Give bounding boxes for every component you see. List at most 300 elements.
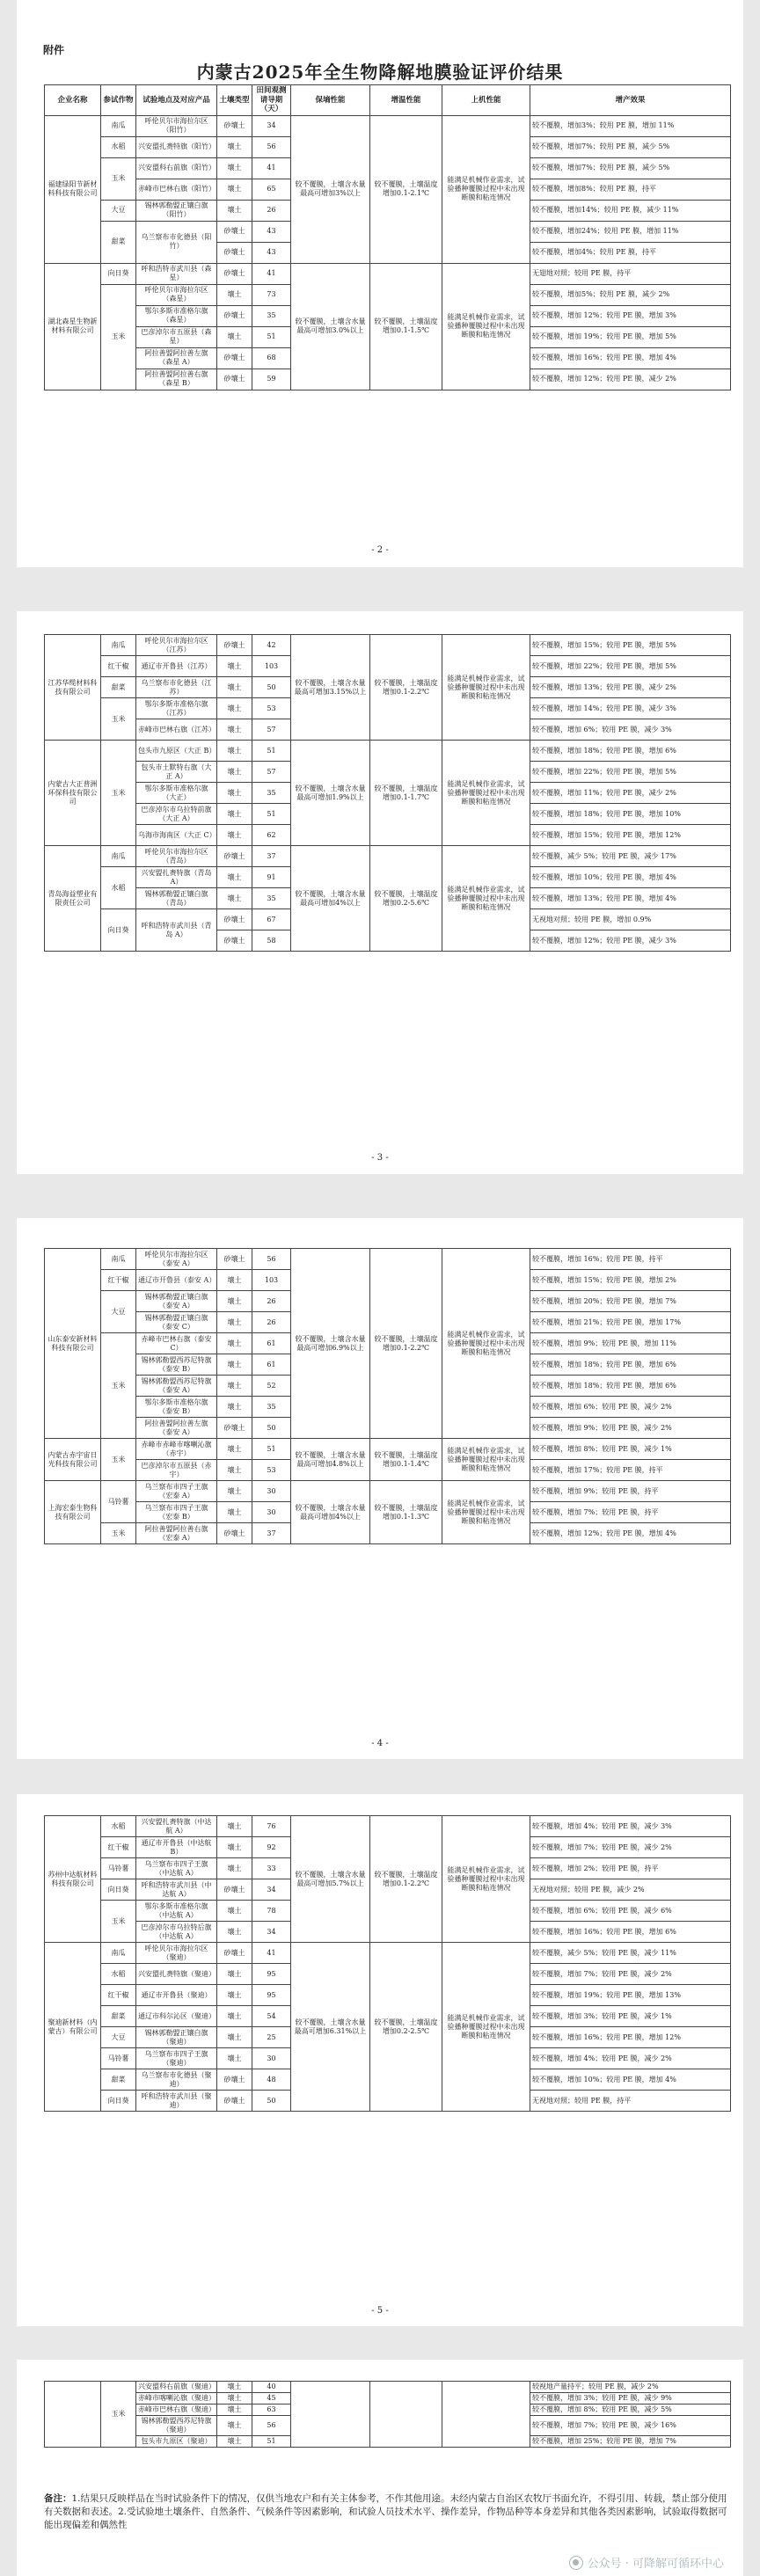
days-cell: 54 <box>252 2006 291 2027</box>
page-number: - 2 - <box>371 545 389 555</box>
site-cell: 锡林郭勒盟正镶白旗（泰安 A） <box>136 1291 217 1312</box>
site-cell: 包头市九原区（大正 B） <box>136 741 217 762</box>
site-cell: 兴安盟科右前旗（阳竹） <box>136 157 217 179</box>
site-cell: 呼伦贝尔市海拉尔区（阳竹） <box>136 115 217 136</box>
site-cell: 锡林郭勒盟正镶白旗（阳竹） <box>136 200 217 221</box>
yield-cell: 较不覆膜，增加 9%；较用 PE 膜，增加 11% <box>530 1333 731 1354</box>
soil-cell: 壤土 <box>217 698 252 719</box>
soil-cell: 砂壤土 <box>217 369 252 390</box>
col-soil: 土壤类型 <box>217 85 252 116</box>
site-cell: 呼伦贝尔市海拉尔区（青岛） <box>136 846 217 867</box>
crop-cell: 甜菜 <box>101 221 136 263</box>
soil-cell: 壤土 <box>217 1964 252 1985</box>
yield-cell: 较不覆膜，增加 25%；较用 PE 膜，增加 7% <box>530 2436 731 2448</box>
site-cell: 乌兰察布市化德县（阳竹） <box>136 221 217 263</box>
soil-cell: 壤土 <box>217 157 252 179</box>
yield-cell: 较不覆膜，增加4%；较用 PE 膜，持平 <box>530 242 731 263</box>
soil-cell: 壤土 <box>217 1376 252 1397</box>
warming-cell: 较不覆膜，土壤温度增加0.1-1.3℃ <box>370 1481 442 1544</box>
soil-cell: 砂壤土 <box>217 221 252 242</box>
moisture-cell: 较不覆膜，土壤含水量最高可增加4%以上 <box>291 1481 370 1544</box>
days-cell: 50 <box>252 1418 291 1439</box>
moisture-cell: 较不覆膜，土壤含水量最高可增加3.0%以上 <box>291 263 370 390</box>
crop-cell: 玉米 <box>101 741 136 846</box>
days-cell: 35 <box>252 1397 291 1418</box>
soil-cell: 砂壤土 <box>217 242 252 263</box>
days-cell: 53 <box>252 698 291 719</box>
days-cell: 56 <box>252 136 291 157</box>
yield-cell: 较不覆膜，增加7%；较用 PE 膜，减少 5% <box>530 136 731 157</box>
yield-cell: 较不覆膜，增加 12%；较用 PE 膜，减少 3% <box>530 930 731 952</box>
site-cell: 阿拉善盟阿拉善右旗（森星 B） <box>136 369 217 390</box>
soil-cell: 砂壤土 <box>217 1418 252 1439</box>
soil-cell: 壤土 <box>217 2405 252 2416</box>
soil-cell: 砂壤土 <box>217 1879 252 1901</box>
site-cell: 乌兰察布市四子王旗（中达航 A） <box>136 1858 217 1879</box>
soil-cell: 壤土 <box>217 677 252 698</box>
crop-cell: 水稻 <box>101 867 136 909</box>
days-cell: 95 <box>252 1985 291 2006</box>
site-cell: 鄂尔多斯市准格尔旗（泰安 B） <box>136 1397 217 1418</box>
site-cell: 锡林郭勒盟正镶白旗（泰安 C） <box>136 1312 217 1333</box>
crop-cell: 南瓜 <box>101 115 136 136</box>
days-cell: 26 <box>252 1291 291 1312</box>
attachment-label: 附件 <box>43 44 65 56</box>
days-cell: 57 <box>252 719 291 741</box>
soil-cell: 壤土 <box>217 2006 252 2027</box>
days-cell: 65 <box>252 179 291 200</box>
yield-cell: 无视地对照；较用 PE 膜，减少 2% <box>530 1879 731 1901</box>
yield-cell: 无翅地对照；较用 PE 膜，持平 <box>530 263 731 284</box>
machine-cell: 能满足机械作业需求，试验播种覆膜过程中未出现断膜和粘连情况 <box>442 1481 530 1544</box>
moisture-cell: 较不覆膜，土壤含水量最高可增加5.7%以上 <box>291 1816 370 1943</box>
warming-cell: 较不覆膜，土壤温度增加0.2-5.6℃ <box>370 846 442 952</box>
yield-cell: 较不覆膜，增加 8%；较用 PE 膜，减少 1% <box>530 1439 731 1460</box>
soil-cell: 砂壤土 <box>217 930 252 952</box>
site-cell: 锡林郭勒盟正镶白旗（青岛） <box>136 888 217 909</box>
yield-cell: 较不覆膜，增加 21%；较用 PE 膜，增加 17% <box>530 1312 731 1333</box>
days-cell: 56 <box>252 2416 291 2436</box>
yield-cell: 较不覆膜，增加 4%；较用 PE 膜，减少 3% <box>530 1816 731 1837</box>
results-table-2 <box>44 634 731 952</box>
site-cell: 通辽市开鲁县（聚迪） <box>136 1985 217 2006</box>
crop-cell: 甜菜 <box>101 677 136 698</box>
site-cell: 赤峰市巴林右旗（泰安 C） <box>136 1333 217 1354</box>
soil-cell: 壤土 <box>217 2027 252 2048</box>
yield-cell: 较不覆膜，增加 18%；较用 PE 膜，增加 10% <box>530 804 731 825</box>
table-row <box>45 1439 731 1460</box>
company-cell: 江苏华缆材料科技有限公司 <box>45 635 101 741</box>
days-cell: 34 <box>252 1879 291 1901</box>
site-cell: 巴彦淖尔市五原县（赤宇） <box>136 1460 217 1481</box>
site-cell: 呼伦贝尔市海拉尔区（泰安 A） <box>136 1249 217 1270</box>
yield-cell: 较不覆膜，增加 9%；较用 PE 膜，持平 <box>530 1481 731 1502</box>
site-cell: 乌兰察布市四子王旗（宏泰 B） <box>136 1502 217 1523</box>
moisture-cell: 较不覆膜，土壤含水量最高可增加4%以上 <box>291 846 370 952</box>
results-table-3 <box>44 1248 731 1544</box>
site-cell: 鄂尔多斯市准格尔旗（森星） <box>136 305 217 326</box>
site-cell: 阿拉善盟阿拉善左旗（泰安 A） <box>136 1418 217 1439</box>
col-site: 试验地点及对应产品 <box>136 85 217 116</box>
soil-cell: 壤土 <box>217 1312 252 1333</box>
yield-cell: 较不覆膜，增加 20%；较用 PE 膜，增加 7% <box>530 1291 731 1312</box>
site-cell: 乌兰察布市化德县（江苏） <box>136 677 217 698</box>
crop-cell: 大豆 <box>101 200 136 221</box>
soil-cell: 壤土 <box>217 1397 252 1418</box>
crop-cell: 红干椒 <box>101 1985 136 2006</box>
yield-cell: 较不覆膜，增加 2%；较用 PE 膜，持平 <box>530 1858 731 1879</box>
days-cell: 41 <box>252 263 291 284</box>
days-cell: 30 <box>252 2048 291 2069</box>
document-page-3 <box>17 1218 743 1759</box>
warming-cell: 较不覆膜，土壤温度增加0.1-1.4℃ <box>370 1439 442 1481</box>
company-cell <box>45 2382 101 2448</box>
site-cell: 包头市九原区（聚迪） <box>136 2436 217 2448</box>
yield-cell: 较不覆膜，增加7%；较用 PE 膜，减少 5% <box>530 157 731 179</box>
soil-cell: 壤土 <box>217 741 252 762</box>
site-cell: 包头市土默特右旗（大正 A） <box>136 762 217 783</box>
site-cell: 锡林郭勒盟西苏尼特旗（泰安 B） <box>136 1354 217 1376</box>
soil-cell: 壤土 <box>217 2436 252 2448</box>
soil-cell: 壤土 <box>217 1460 252 1481</box>
soil-cell: 壤土 <box>217 284 252 305</box>
soil-cell: 壤土 <box>217 867 252 888</box>
crop-cell: 玉米 <box>101 1333 136 1439</box>
days-cell: 48 <box>252 2069 291 2091</box>
yield-cell: 较不覆膜，增加 22%；较用 PE 膜，增加 5% <box>530 762 731 783</box>
days-cell: 26 <box>252 1312 291 1333</box>
site-cell: 呼和浩特市武川县（中达航 A） <box>136 1879 217 1901</box>
yield-cell: 较不覆膜，增加 18%；较用 PE 膜，增加 6% <box>530 741 731 762</box>
site-cell: 通辽市开鲁县（中达航 B） <box>136 1837 217 1858</box>
machine-cell: 能满足机械作业需求，试验播种覆膜过程中未出现断膜和粘连情况 <box>442 1816 530 1943</box>
footnote-text: 1.结果只反映样品在当时试验条件下的情况，仅供当地农户和有关主体参考，不作其他用途。未经内蒙古自治区农牧厅书面允许，不得引用、转载，禁止部分使用有关数据和表述。2.受试验地土壤条件、自然条件、气候条件等因素影响，和试验人员技术水平、操作差异，作物品种等本身差异和其他各类因素影响，试验取得数据可能出现偏差和偶然性 <box>44 2493 727 2531</box>
table-row <box>45 115 731 136</box>
soil-cell: 壤土 <box>217 179 252 200</box>
col-yield: 增产效果 <box>530 85 731 116</box>
yield-cell: 较不覆膜，增加 7%；较用 PE 膜，减少 2% <box>530 1964 731 1985</box>
col-company: 企业名称 <box>45 85 101 116</box>
yield-cell: 较不覆膜，增加 10%；较用 PE 膜，增加 4% <box>530 867 731 888</box>
days-cell: 52 <box>252 1376 291 1397</box>
site-cell: 呼和浩特市武川县（聚迪） <box>136 2091 217 2112</box>
days-cell: 59 <box>252 369 291 390</box>
days-cell: 92 <box>252 1837 291 1858</box>
yield-cell: 较不覆膜，增加 12%；较用 PE 膜，减少 2% <box>530 369 731 390</box>
site-cell: 呼和浩特市武川县（森星） <box>136 263 217 284</box>
yield-cell: 较不覆膜，减少 5%；较用 PE 膜，减少 17% <box>530 846 731 867</box>
crop-cell: 玉米 <box>101 1439 136 1481</box>
machine-cell: 能满足机械作业需求，试验播种覆膜过程中未出现断膜和粘连情况 <box>442 741 530 846</box>
days-cell: 51 <box>252 741 291 762</box>
watermark-text: 公众号 · 可降解可循环中心 <box>587 2558 724 2571</box>
yield-cell: 较不覆膜，增加3%；较用 PE 膜，增加 11% <box>530 115 731 136</box>
yield-cell: 较不覆膜，增加 7%；较用 PE 膜，减少 2% <box>530 1837 731 1858</box>
soil-cell: 壤土 <box>217 762 252 783</box>
days-cell: 30 <box>252 1502 291 1523</box>
yield-cell: 较不覆膜，增加 10%；较用 PE 膜，增加 4% <box>530 2069 731 2091</box>
site-cell: 巴彦淖尔市五原县（森星） <box>136 326 217 347</box>
machine-cell: 能满足机械作业需求，试验播种覆膜过程中未出现断膜和粘连情况 <box>442 263 530 390</box>
yield-cell: 较不覆膜，增加8%；较用 PE 膜，持平 <box>530 179 731 200</box>
days-cell: 78 <box>252 1901 291 1922</box>
table-row <box>45 635 731 656</box>
crop-cell: 甜菜 <box>101 2069 136 2091</box>
col-moisture: 保墒性能 <box>291 85 370 116</box>
days-cell: 50 <box>252 677 291 698</box>
document-page-5 <box>17 2360 743 2576</box>
crop-cell: 玉米 <box>101 2382 136 2448</box>
crop-cell: 红干椒 <box>101 656 136 677</box>
soil-cell: 壤土 <box>217 719 252 741</box>
site-cell: 赤峰市赤峰市喀喇沁旗（赤宇） <box>136 1439 217 1460</box>
soil-cell: 壤土 <box>217 2416 252 2436</box>
machine-cell <box>442 2382 530 2448</box>
site-cell: 赤峰市巴林右旗（阳竹） <box>136 179 217 200</box>
site-cell: 赤峰市喀喇沁旗（聚迪） <box>136 2393 217 2405</box>
moisture-cell <box>291 2382 370 2448</box>
machine-cell: 能满足机械作业需求，试验播种覆膜过程中未出现断膜和粘连情况 <box>442 1943 530 2112</box>
days-cell: 57 <box>252 762 291 783</box>
yield-cell: 较不覆膜，增加 15%；较用 PE 膜，增加 2% <box>530 1270 731 1291</box>
days-cell: 41 <box>252 1943 291 1964</box>
days-cell: 50 <box>252 2091 291 2112</box>
soil-cell: 壤土 <box>217 1439 252 1460</box>
days-cell: 68 <box>252 347 291 369</box>
company-cell: 湖北森星生物新材料有限公司 <box>45 263 101 390</box>
table-row <box>45 1249 731 1270</box>
crop-cell: 水稻 <box>101 1964 136 1985</box>
soil-cell: 壤土 <box>217 1922 252 1943</box>
yield-cell: 较不覆膜，增加 6%；较用 PE 膜，减少 3% <box>530 719 731 741</box>
soil-cell: 壤土 <box>217 1354 252 1376</box>
days-cell: 51 <box>252 1439 291 1460</box>
crop-cell: 玉米 <box>101 1523 136 1544</box>
days-cell: 63 <box>252 2405 291 2416</box>
wechat-account-icon <box>569 2556 583 2570</box>
days-cell: 43 <box>252 221 291 242</box>
site-cell: 兴安盟科右前旗（聚迪） <box>136 2382 217 2393</box>
site-cell: 鄂尔多斯市准格尔旗（中达航 A） <box>136 1901 217 1922</box>
days-cell: 34 <box>252 1922 291 1943</box>
yield-cell: 较不覆膜，增加 6%；较用 PE 膜，减少 6% <box>530 1901 731 1922</box>
days-cell: 61 <box>252 1354 291 1376</box>
company-cell: 山东泰安新材料科技有限公司 <box>45 1249 101 1439</box>
soil-cell: 砂壤土 <box>217 347 252 369</box>
days-cell: 103 <box>252 1270 291 1291</box>
yield-cell: 较不覆膜，增加 18%；较用 PE 膜，增加 6% <box>530 1354 731 1376</box>
moisture-cell: 较不覆膜，土壤含水量最高可增加1.9%以上 <box>291 741 370 846</box>
company-cell: 内蒙古大正普洲环保科技有限公司 <box>45 741 101 846</box>
crop-cell: 水稻 <box>101 136 136 157</box>
warming-cell: 较不覆膜，土壤温度增加0.1-2.2℃ <box>370 1249 442 1439</box>
soil-cell: 砂壤土 <box>217 2091 252 2112</box>
crop-cell: 玉米 <box>101 284 136 390</box>
days-cell: 35 <box>252 305 291 326</box>
site-cell: 锡林郭勒盟西苏尼特旗（泰安 A） <box>136 1376 217 1397</box>
company-cell: 聚迪新材料（内蒙古）有限公司 <box>45 1943 101 2112</box>
site-cell: 呼伦贝尔市海拉尔区（森星） <box>136 284 217 305</box>
warming-cell: 较不覆膜，土壤温度增加0.1-2.2℃ <box>370 1816 442 1943</box>
crop-cell: 玉米 <box>101 698 136 741</box>
soil-cell: 砂壤土 <box>217 115 252 136</box>
crop-cell: 向日葵 <box>101 2091 136 2112</box>
yield-cell: 较不覆膜，增加 3%；较用 PE 膜，减少 9% <box>530 2393 731 2405</box>
days-cell: 91 <box>252 867 291 888</box>
site-cell: 乌海市海南区（大正 C） <box>136 825 217 846</box>
soil-cell: 壤土 <box>217 1291 252 1312</box>
table-row <box>45 1481 731 1502</box>
days-cell: 53 <box>252 1460 291 1481</box>
footnote <box>44 2492 730 2533</box>
days-cell: 30 <box>252 1481 291 1502</box>
site-cell: 锡林郭勒盟西苏尼特旗（聚迪） <box>136 2416 217 2436</box>
yield-cell: 较不覆膜，增加 4%；较用 PE 膜，减少 2% <box>530 2048 731 2069</box>
crop-cell: 红干椒 <box>101 1270 136 1291</box>
soil-cell: 壤土 <box>217 1481 252 1502</box>
yield-cell: 较不覆膜，增加 16%；较用 PE 膜，持平 <box>530 1249 731 1270</box>
table-header-row <box>45 85 731 116</box>
days-cell: 26 <box>252 200 291 221</box>
yield-cell: 较不覆膜，增加 6%；较用 PE 膜，减少 2% <box>530 1397 731 1418</box>
days-cell: 51 <box>252 326 291 347</box>
site-cell: 呼和浩特市武川县（青岛 A） <box>136 909 217 952</box>
soil-cell: 壤土 <box>217 1816 252 1837</box>
days-cell: 67 <box>252 909 291 930</box>
site-cell: 阿拉善盟阿拉善右旗（宏泰 A） <box>136 1523 217 1544</box>
table-row <box>45 1943 731 1964</box>
site-cell: 乌兰察布市四子王旗（宏泰 A） <box>136 1481 217 1502</box>
days-cell: 51 <box>252 804 291 825</box>
yield-cell: 较不覆膜，增加 12%；较用 PE 膜，增加 4% <box>530 1523 731 1544</box>
days-cell: 51 <box>252 2436 291 2448</box>
crop-cell: 马铃薯 <box>101 2048 136 2069</box>
page-number: - 3 - <box>371 1153 389 1163</box>
soil-cell: 壤土 <box>217 2393 252 2405</box>
company-cell: 福建绿阳节新材料科技有限公司 <box>45 115 101 263</box>
site-cell: 乌兰察布市四子王旗（聚迪） <box>136 2048 217 2069</box>
site-cell: 阿拉善盟阿拉善左旗（森星 A） <box>136 347 217 369</box>
moisture-cell: 较不覆膜，土壤含水量最高可增加3.15%以上 <box>291 635 370 741</box>
document-page-4 <box>17 1794 743 2326</box>
days-cell: 45 <box>252 2393 291 2405</box>
crop-cell: 南瓜 <box>101 1943 136 1964</box>
yield-cell: 较视地产量持平；较用 PE 膜，减少 2% <box>530 2382 731 2393</box>
soil-cell: 壤土 <box>217 1985 252 2006</box>
site-cell: 巴彦淖尔市乌拉特前旗（大正 A） <box>136 804 217 825</box>
days-cell: 76 <box>252 1816 291 1837</box>
soil-cell: 壤土 <box>217 1858 252 1879</box>
company-cell: 苏州中达航材料科技有限公司 <box>45 1816 101 1943</box>
soil-cell: 壤土 <box>217 656 252 677</box>
col-days: 田间观测 请导期（天） <box>252 85 291 116</box>
table-row <box>45 741 731 762</box>
warming-cell <box>370 2382 442 2448</box>
site-cell: 赤峰市巴林右旗（江苏） <box>136 719 217 741</box>
soil-cell: 壤土 <box>217 1502 252 1523</box>
yield-cell: 较不覆膜，减少 5%；较用 PE 膜，减少 11% <box>530 1943 731 1964</box>
days-cell: 35 <box>252 783 291 804</box>
site-cell: 乌兰察布市化德县（聚迪） <box>136 2069 217 2091</box>
col-warming: 增温性能 <box>370 85 442 116</box>
crop-cell: 向日葵 <box>101 1879 136 1901</box>
page-number: - 5 - <box>371 2306 389 2316</box>
yield-cell: 较不覆膜，增加24%；较用 PE 膜，增加 11% <box>530 221 731 242</box>
yield-cell: 较不覆膜，增加 17%；较用 PE 膜，持平 <box>530 1460 731 1481</box>
soil-cell: 砂壤土 <box>217 846 252 867</box>
days-cell: 43 <box>252 242 291 263</box>
yield-cell: 较不覆膜，增加 16%；较用 PE 膜，增加 4% <box>530 347 731 369</box>
site-cell: 巴彦淖尔市乌拉特后旗（中达航 A） <box>136 1922 217 1943</box>
crop-cell: 南瓜 <box>101 1249 136 1270</box>
soil-cell: 壤土 <box>217 200 252 221</box>
crop-cell: 南瓜 <box>101 846 136 867</box>
document-page-1 <box>17 0 743 567</box>
soil-cell: 壤土 <box>217 804 252 825</box>
crop-cell: 红干椒 <box>101 1837 136 1858</box>
yield-cell: 无视地对照；较用 PE 膜，增加 0.9% <box>530 909 731 930</box>
results-table-5 <box>44 2381 731 2448</box>
soil-cell: 壤土 <box>217 825 252 846</box>
table-row <box>45 2382 731 2393</box>
site-cell: 锡林郭勒盟正镶白旗（聚迪） <box>136 2027 217 2048</box>
soil-cell: 砂壤土 <box>217 263 252 284</box>
machine-cell: 能满足机械作业需求，试验播种覆膜过程中未出现断膜和粘连情况 <box>442 635 530 741</box>
soil-cell: 壤土 <box>217 1270 252 1291</box>
site-cell: 兴安盟扎赉特旗（中达航 A） <box>136 1816 217 1837</box>
moisture-cell: 较不覆膜，土壤含水量最高可增加3%以上 <box>291 115 370 263</box>
soil-cell: 壤土 <box>217 888 252 909</box>
soil-cell: 壤土 <box>217 326 252 347</box>
crop-cell: 水稻 <box>101 1816 136 1837</box>
days-cell: 42 <box>252 635 291 656</box>
crop-cell: 玉米 <box>101 157 136 200</box>
yield-cell: 较不覆膜，增加 19%；较用 PE 膜，增加 13% <box>530 1985 731 2006</box>
days-cell: 37 <box>252 1523 291 1544</box>
soil-cell: 壤土 <box>217 1837 252 1858</box>
days-cell: 40 <box>252 2382 291 2393</box>
warming-cell: 较不覆膜，土壤温度增加0.1-1.5℃ <box>370 263 442 390</box>
site-cell: 通辽市科尔沁区（聚迪） <box>136 2006 217 2027</box>
yield-cell: 较不覆膜，增加 19%；较用 PE 膜，增加 5% <box>530 326 731 347</box>
col-machine: 上机性能 <box>442 85 530 116</box>
results-table-4 <box>44 1815 731 2112</box>
crop-cell: 玉米 <box>101 1901 136 1943</box>
yield-cell: 较不覆膜，增加 13%；较用 PE 膜，减少 2% <box>530 677 731 698</box>
yield-cell: 无视地对照；较用 PE 膜，持平 <box>530 2091 731 2112</box>
yield-cell: 较不覆膜，增加 15%；较用 PE 膜，增加 5% <box>530 635 731 656</box>
company-cell: 内蒙古赤宇宙日光科技有限公司 <box>45 1439 101 1481</box>
crop-cell: 大豆 <box>101 2027 136 2048</box>
company-cell: 青岛海益塑业有限责任公司 <box>45 846 101 952</box>
days-cell: 73 <box>252 284 291 305</box>
crop-cell: 马铃薯 <box>101 1481 136 1523</box>
site-cell: 兴安盟扎赉特旗（青岛 A） <box>136 867 217 888</box>
site-cell: 兴安盟扎赉特旗（阳竹） <box>136 136 217 157</box>
crop-cell: 马铃薯 <box>101 1858 136 1879</box>
soil-cell: 砂壤土 <box>217 909 252 930</box>
site-cell: 呼伦贝尔市海拉尔区（聚迪） <box>136 1943 217 1964</box>
days-cell: 58 <box>252 930 291 952</box>
yield-cell: 较不覆膜，增加 7%；较用 PE 膜，减少 16% <box>530 2416 731 2436</box>
yield-cell: 较不覆膜，增加 15%；较用 PE 膜，增加 12% <box>530 825 731 846</box>
machine-cell: 能满足机械作业需求，试验播种覆膜过程中未出现断膜和粘连情况 <box>442 115 530 263</box>
yield-cell: 较不覆膜，增加 13%；较用 PE 膜，增加 4% <box>530 888 731 909</box>
yield-cell: 较不覆膜，增加 12%；较用 PE 膜，增加 3% <box>530 305 731 326</box>
soil-cell: 砂壤土 <box>217 305 252 326</box>
soil-cell: 壤土 <box>217 783 252 804</box>
days-cell: 62 <box>252 825 291 846</box>
